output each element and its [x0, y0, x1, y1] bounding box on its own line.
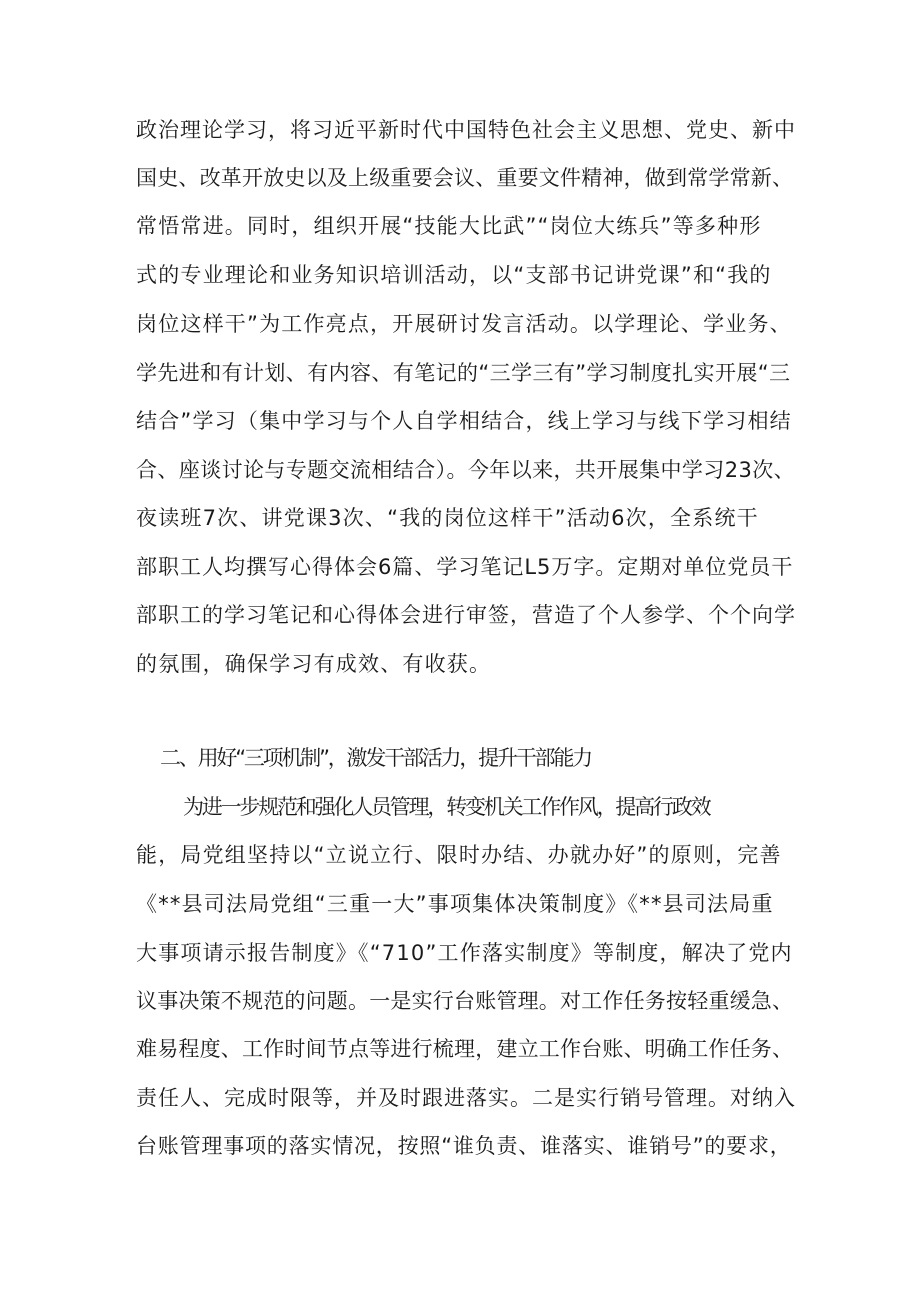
paragraph-1-line: 结合”学习（集中学习与个人自学相结合，线上学习与线下学习相结 — [136, 409, 792, 433]
paragraph-1-line: 国史、改革开放史以及上级重要会议、重要文件精神，做到常学常新、 — [136, 166, 794, 190]
section-heading: 二、用好“三项机制”，激发干部活力，提升干部能力 — [160, 746, 591, 770]
paragraph-2-line: 能，局党组坚持以“立说立行、限时办结、办就办好”的原则，完善 — [136, 843, 782, 867]
paragraph-2-line: 台账管理事项的落实情况，按照“谁负责、谁落实、谁销号”的要求， — [136, 1134, 792, 1158]
paragraph-1-line: 合、座谈讨论与专题交流相结合）。今年以来，共开展集中学习23次、 — [136, 458, 796, 482]
paragraph-1-line: 式的专业理论和业务知识培训活动，以“支部书记讲党课”和“我的 — [136, 263, 772, 287]
paragraph-1-line: 常悟常进。同时，组织开展“技能大比武”“岗位大练兵”等多种形 — [136, 214, 762, 238]
paragraph-2-line: 为进一步规范和强化人员管理，转变机关工作作风，提高行政效 — [183, 795, 710, 819]
paragraph-2-line: 难易程度、工作时间节点等进行梳理，建立工作台账、明确工作任务、 — [136, 1037, 794, 1061]
paragraph-1-line: 政治理论学习，将习近平新时代中国特色社会主义思想、党史、新中 — [136, 118, 796, 142]
paragraph-1-line: 岗位这样干”为工作亮点，开展研讨发言活动。以学理论、学业务、 — [136, 312, 792, 336]
paragraph-1-line: 部职工的学习笔记和心得体会进行审签，营造了个人参学、个个向学 — [136, 603, 796, 627]
paragraph-1-line: 部职工人均撰写心得体会6篇、学习笔记L5万字。定期对单位党员干 — [136, 555, 794, 579]
paragraph-2-line: 大事项请示报告制度》《“710”工作落实制度》等制度，解决了党内 — [136, 941, 793, 965]
paragraph-1-line: 的氛围，确保学习有成效、有收获。 — [136, 652, 492, 676]
paragraph-2-line: 责任人、完成时限等，并及时跟进落实。二是实行销号管理。对纳入 — [136, 1086, 796, 1110]
paragraph-2-line: 议事决策不规范的问题。一是实行台账管理。对工作任务按轻重缓急、 — [136, 989, 794, 1013]
paragraph-2-line: 《**县司法局党组“三重一大”事项集体决策制度》《**县司法局重 — [136, 892, 774, 916]
paragraph-1-line: 学先进和有计划、有内容、有笔记的“三学三有”学习制度扎实开展“三 — [136, 361, 791, 385]
paragraph-1-line: 夜读班7次、讲党课3次、“我的岗位这样干”活动6次，全系统干 — [136, 506, 759, 530]
